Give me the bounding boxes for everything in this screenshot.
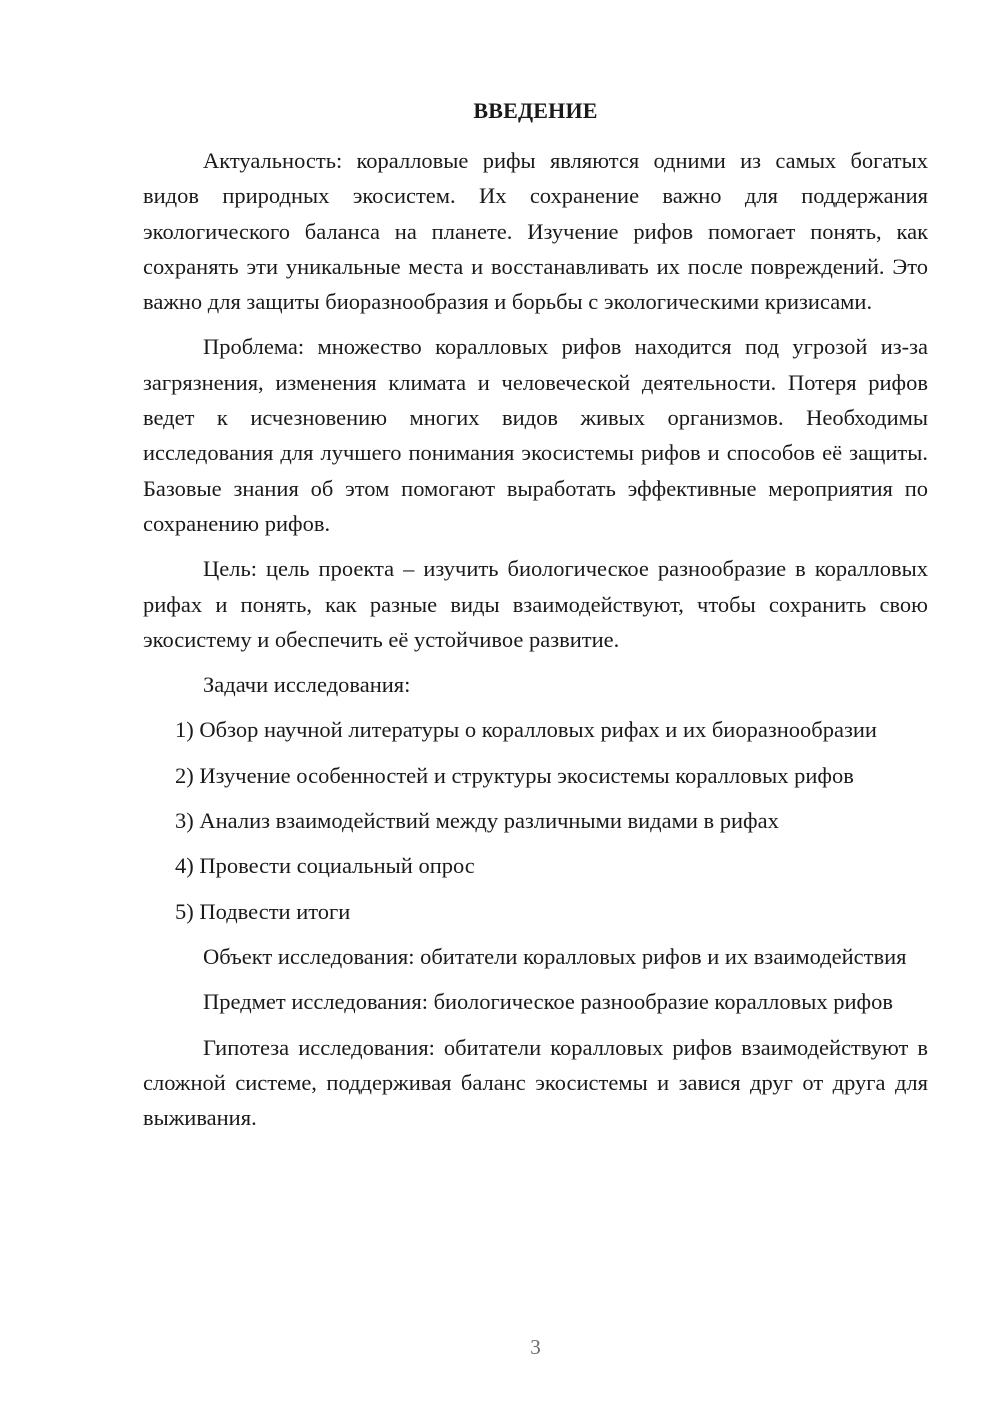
page-title: ВВЕДЕНИЕ: [473, 98, 598, 123]
task-item: 1) Обзор научной литературы о коралловых рифах и их биоразнообразии: [175, 717, 877, 743]
problem-paragraph: Проблема: множество коралловых рифов находится под угрозой из-за загрязнения, изменения климата и человеческой деятельности. Потеря рифов ведет к исчезновению многих видов живых организмов. Необходимы исследования для лучшего понимания экосистемы рифов и способов её защиты. Базовые знания об этом помогают выработать эффективные мероприятия по сохранению рифов.: [143, 334, 928, 536]
task-item: 5) Подвести итоги: [175, 898, 351, 924]
task-item: 2) Изучение особенностей и структуры экосистемы коралловых рифов: [175, 762, 854, 788]
document-page: [143, 0, 928, 1414]
document-body: [143, 143, 928, 1135]
tasks-list: [143, 712, 928, 928]
relevance-paragraph: Актуальность: коралловые рифы являются одними из самых богатых видов природных экосистем. Их сохранение важно для поддержания экологического баланса на планете. Изучение рифов помогает понять, как сохранять эти уникальные места и восстанавливать их после повреждений. Это важно для защиты биоразнообразия и борьбы с экологическими кризисами.: [143, 148, 928, 315]
goal-paragraph: Цель: цель проекта – изучить биологическое разнообразие в коралловых рифах и понять, как разные виды взаимодействуют, чтобы сохранить свою экосистему и обеспечить её устойчивое развитие.: [143, 556, 928, 652]
object-paragraph: Объект исследования: обитатели коралловых рифов и их взаимодействия: [203, 943, 907, 969]
task-item: 4) Провести социальный опрос: [175, 853, 475, 879]
page-number: 3: [530, 1335, 541, 1359]
subject-paragraph: Предмет исследования: биологическое разнообразие коралловых рифов: [203, 989, 893, 1015]
hypothesis-paragraph: Гипотеза исследования: обитатели коралловых рифов взаимодействуют в сложной системе, поддерживая баланс экосистемы и завися друг от друга для выживания.: [143, 1034, 928, 1131]
task-item: 3) Анализ взаимодействий между различными видами в рифах: [175, 808, 779, 834]
tasks-heading: Задачи исследования:: [203, 672, 411, 698]
